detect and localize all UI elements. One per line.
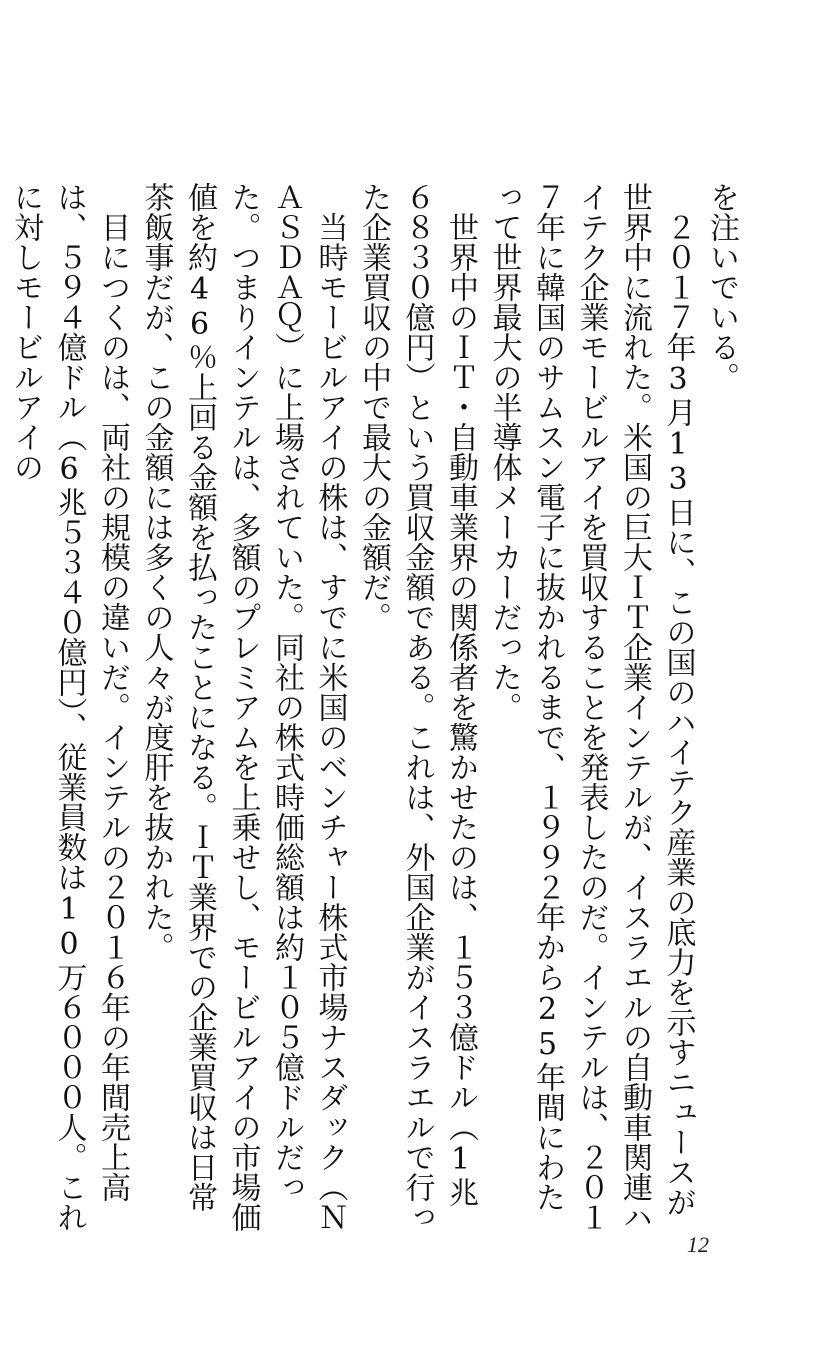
body-text [4, 182, 744, 1232]
paragraph: を注いでいる。 [704, 182, 739, 392]
paragraph: ２０１７年3月13日に、この国のハイテク産業の底力を示すニュースが世界中に流れた。米国の巨大ＩＴ企業インテルが、イスラエルの自動車関連ハイテク企業モービルアイを買収することを発表したのだ。インテルは、２０１７年に韓国のサムスン電子に抜かれるまで、１９９２年から25年間にわたって世界最大の半導体メーカーだった。 [486, 182, 696, 1232]
paragraph: 世界中のＩＴ・自動車業界の関係者を驚かせたのは、１５３億ドル（1兆６８３０億円）という買収金額である。これは、外国企業がイスラエルで行った企業買収の中で最大の金額だ。 [356, 182, 478, 1232]
paragraph: 目につくのは、両社の規模の違いだ。インテルの２０１６年の年間売上高は、５９４億ドル（6兆５３４０億円）、従業員数は10万６０００人。これに対しモービルアイの [8, 182, 130, 1232]
paragraph: 当時モービルアイの株は、すでに米国のベンチャー株式市場ナスダック（ＮＡＳＤＡＱ）に上場されていた。同社の株式時価総額は約１０５億ドルだった。つまりインテルは、多額のプレミアムを上乗せし、モービルアイの市場価値を約46％上回る金額を払ったことになる。ＩＴ業界での企業買収は日常茶飯事だが、この金額には多くの人々が度肝を抜かれた。 [138, 182, 348, 1232]
page-number: 12 [687, 1232, 709, 1257]
